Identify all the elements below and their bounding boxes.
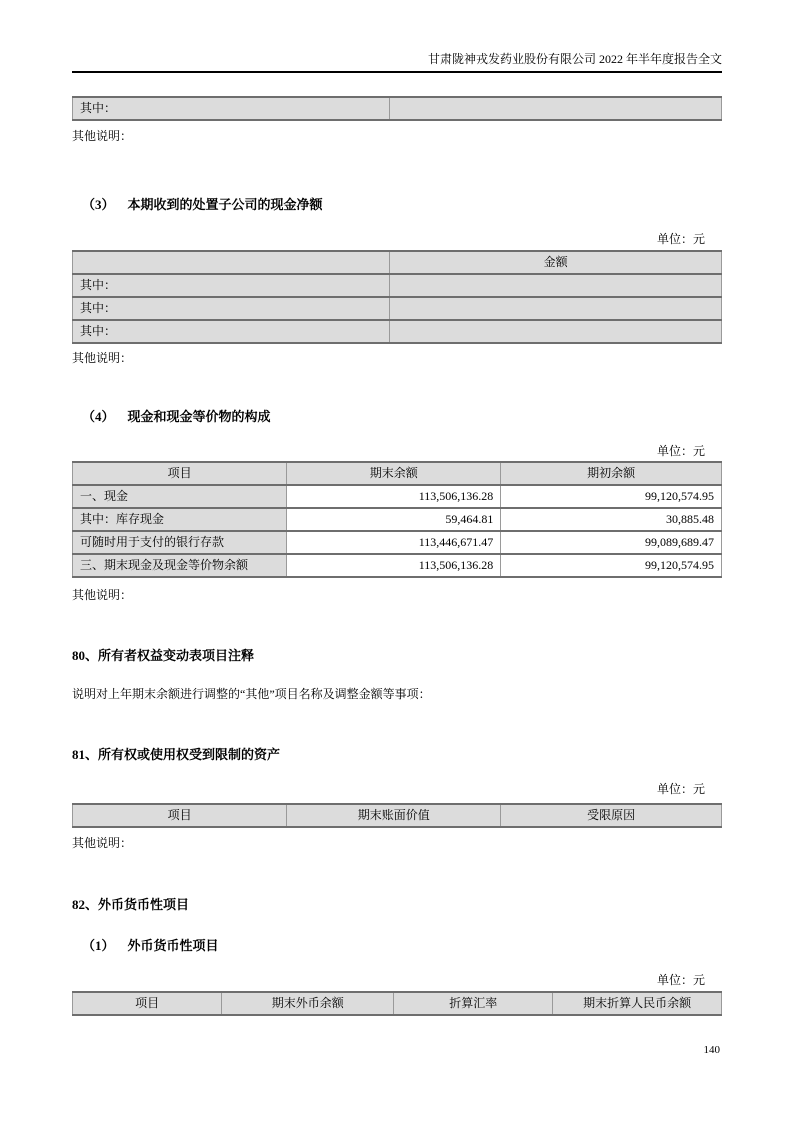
row-label-cell: 其中：: [73, 274, 390, 297]
section-3-heading: [72, 197, 722, 212]
unit-label: 单位：元: [656, 782, 705, 796]
cash-equivalents-table: [72, 461, 722, 578]
row-label-cell: 一、现金: [73, 485, 287, 508]
table-header-row: [73, 804, 722, 827]
unit-label: 单位：元: [656, 232, 705, 246]
ending-balance-cell: 59,464.81: [287, 508, 501, 531]
beginning-balance-cell: 99,120,574.95: [501, 485, 722, 508]
table-row: [73, 320, 722, 343]
section-4-number: （4）: [82, 409, 115, 424]
section-4-heading: [72, 409, 722, 424]
header-cell-amount: 金额: [390, 251, 722, 274]
section-81-heading: 81、所有权或使用权受到限制的资产: [72, 747, 281, 762]
section-80-heading: 80、所有者权益变动表项目注释: [72, 648, 255, 663]
page-number: 140: [703, 1044, 720, 1056]
table-row: [73, 274, 722, 297]
foreign-currency-table: [72, 991, 722, 1016]
table-row: [73, 97, 722, 120]
ending-balance-cell: 113,446,671.47: [287, 531, 501, 554]
beginning-balance-cell: 99,120,574.95: [501, 554, 722, 577]
header-cell-exchange-rate: 折算汇率: [394, 992, 553, 1015]
section-82-1-title: 外币货币性项目: [127, 938, 219, 953]
header-cell-blank: [73, 251, 390, 274]
table-header-row: [73, 462, 722, 485]
row-value-cell: [390, 97, 722, 120]
table-row: [73, 531, 722, 554]
section-4-title: 现金和现金等价物的构成: [127, 409, 271, 424]
header-cell-rmb-balance: 期末折算人民币余额: [553, 992, 722, 1015]
row-label-cell: 其中：: [73, 320, 390, 343]
section-3-number: （3）: [82, 197, 115, 212]
beginning-balance-cell: 99,089,689.47: [501, 531, 722, 554]
top-detail-table: [72, 96, 722, 121]
table-row: [73, 508, 722, 531]
table-header-row: [73, 992, 722, 1015]
header-cell-item: 项目: [73, 992, 222, 1015]
header-cell-ending: 期末余额: [287, 462, 501, 485]
row-value-cell: [390, 274, 722, 297]
restricted-assets-table: [72, 803, 722, 828]
table-row: [73, 554, 722, 577]
header-cell-beginning: 期初余额: [501, 462, 722, 485]
header-cell-restriction-reason: 受限原因: [501, 804, 722, 827]
row-label-cell: 其中：: [73, 97, 390, 120]
beginning-balance-cell: 30,885.48: [501, 508, 722, 531]
table-row: [73, 485, 722, 508]
row-label-cell: 其中：: [73, 297, 390, 320]
ending-balance-cell: 113,506,136.28: [287, 554, 501, 577]
row-value-cell: [390, 297, 722, 320]
ending-balance-cell: 113,506,136.28: [287, 485, 501, 508]
section-82-heading: 82、外币货币性项目: [72, 897, 190, 912]
unit-label: 单位：元: [656, 444, 705, 458]
document-header-title: 甘肃陇神戎发药业股份有限公司 2022 年半年度报告全文: [427, 52, 722, 66]
table-row: [73, 297, 722, 320]
other-note-label: 其他说明：: [72, 836, 133, 850]
table-header-row: [73, 251, 722, 274]
section-80-note: 说明对上年期末余额进行调整的“其他”项目名称及调整金额等事项：: [72, 687, 431, 701]
header-cell-item: 项目: [73, 804, 287, 827]
other-note-label: 其他说明：: [72, 588, 133, 602]
row-label-cell: 可随时用于支付的银行存款: [73, 531, 287, 554]
other-note-label: 其他说明：: [72, 129, 133, 143]
section-82-1-heading: [72, 938, 722, 953]
header-cell-foreign-balance: 期末外币余额: [222, 992, 394, 1015]
unit-label: 单位：元: [656, 973, 705, 987]
disposed-subsidiary-cash-table: [72, 250, 722, 344]
other-note-label: 其他说明：: [72, 351, 133, 365]
header-cell-item: 项目: [73, 462, 287, 485]
row-label-cell: 其中：库存现金: [73, 508, 287, 531]
section-82-1-number: （1）: [82, 938, 115, 953]
header-cell-book-value: 期末账面价值: [287, 804, 501, 827]
document-header: [72, 52, 722, 73]
row-value-cell: [390, 320, 722, 343]
section-3-title: 本期收到的处置子公司的现金净额: [127, 197, 323, 212]
row-label-cell: 三、期末现金及现金等价物余额: [73, 554, 287, 577]
